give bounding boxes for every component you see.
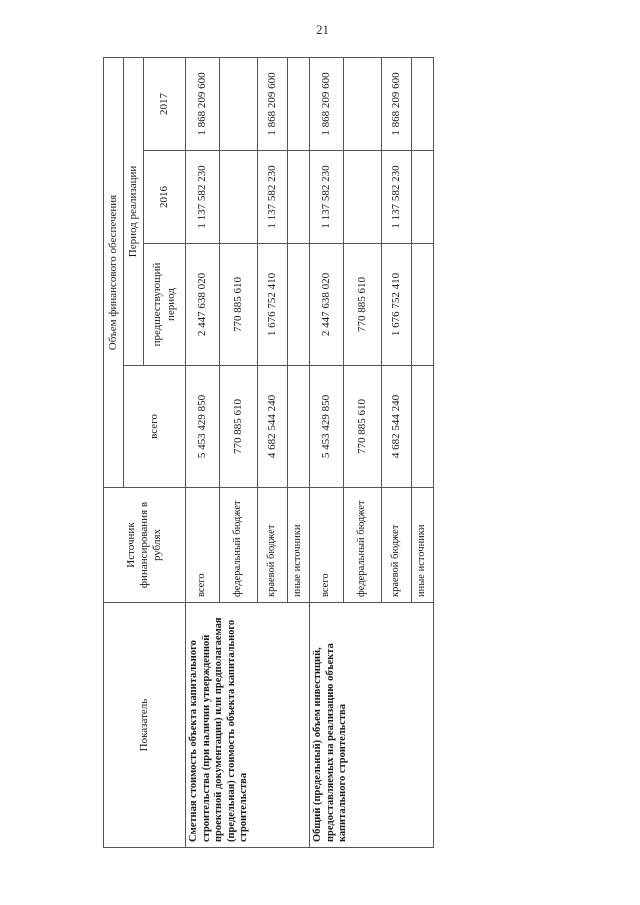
table-row bbox=[186, 57, 220, 847]
year-2016-cell bbox=[412, 151, 434, 244]
rotated-table-container bbox=[103, 58, 428, 848]
indicator-cell: Сметная стоимость объекта капитального строительства (при наличии утвержденной проектной документации) или предполагаемая (предельная) стоимость объекта капитального строительства bbox=[186, 603, 310, 848]
source-cell: федеральный бюджет bbox=[344, 488, 382, 603]
year-2017-cell bbox=[288, 57, 310, 150]
year-2017-cell bbox=[220, 57, 258, 150]
source-cell: иные источники bbox=[412, 488, 434, 603]
page-number: 21 bbox=[316, 22, 329, 37]
previous-cell bbox=[412, 244, 434, 366]
year-2017-cell: 1 868 209 600 bbox=[186, 57, 220, 150]
total-cell: 4 682 544 240 bbox=[258, 366, 288, 488]
source-cell: всего bbox=[310, 488, 344, 603]
previous-cell: 770 885 610 bbox=[220, 244, 258, 366]
year-2017-cell: 1 868 209 600 bbox=[258, 57, 288, 150]
year-2016-cell: 1 137 582 230 bbox=[382, 151, 412, 244]
source-cell: всего bbox=[186, 488, 220, 603]
year-2016-cell bbox=[220, 151, 258, 244]
header-source: Источник финансирования в рублях bbox=[104, 488, 186, 603]
header-year-2017: 2017 bbox=[144, 57, 186, 150]
table-row bbox=[310, 57, 344, 847]
source-cell: иные источники bbox=[288, 488, 310, 603]
total-cell: 770 885 610 bbox=[344, 366, 382, 488]
year-2016-cell: 1 137 582 230 bbox=[186, 151, 220, 244]
year-2017-cell: 1 868 209 600 bbox=[382, 57, 412, 150]
header-year-2016: 2016 bbox=[144, 151, 186, 244]
header-indicator: Показатель bbox=[104, 603, 186, 848]
total-cell bbox=[412, 366, 434, 488]
year-2016-cell bbox=[288, 151, 310, 244]
year-2017-cell bbox=[412, 57, 434, 150]
indicator-cell: Общий (предельный) объем инвестиций, предоставляемых на реализацию объекта капитального строительства bbox=[310, 603, 434, 848]
header-total: всего bbox=[124, 366, 186, 488]
total-cell: 770 885 610 bbox=[220, 366, 258, 488]
year-2016-cell bbox=[344, 151, 382, 244]
total-cell bbox=[288, 366, 310, 488]
year-2017-cell bbox=[344, 57, 382, 150]
source-cell: краевой бюджет bbox=[382, 488, 412, 603]
previous-cell: 2 447 638 020 bbox=[186, 244, 220, 366]
header-period: Период реализации bbox=[124, 57, 144, 365]
total-cell: 5 453 429 850 bbox=[186, 366, 220, 488]
header-funding: Объем финансового обеспечения bbox=[104, 57, 124, 487]
header-previous-period: предшествующий период bbox=[144, 244, 186, 366]
total-cell: 5 453 429 850 bbox=[310, 366, 344, 488]
year-2016-cell: 1 137 582 230 bbox=[310, 151, 344, 244]
previous-cell: 1 676 752 410 bbox=[258, 244, 288, 366]
year-2017-cell: 1 868 209 600 bbox=[310, 57, 344, 150]
total-cell: 4 682 544 240 bbox=[382, 366, 412, 488]
funding-table bbox=[103, 57, 434, 848]
year-2016-cell: 1 137 582 230 bbox=[258, 151, 288, 244]
previous-cell: 2 447 638 020 bbox=[310, 244, 344, 366]
source-cell: федеральный бюджет bbox=[220, 488, 258, 603]
previous-cell bbox=[288, 244, 310, 366]
previous-cell: 770 885 610 bbox=[344, 244, 382, 366]
previous-cell: 1 676 752 410 bbox=[382, 244, 412, 366]
source-cell: краевой бюджет bbox=[258, 488, 288, 603]
